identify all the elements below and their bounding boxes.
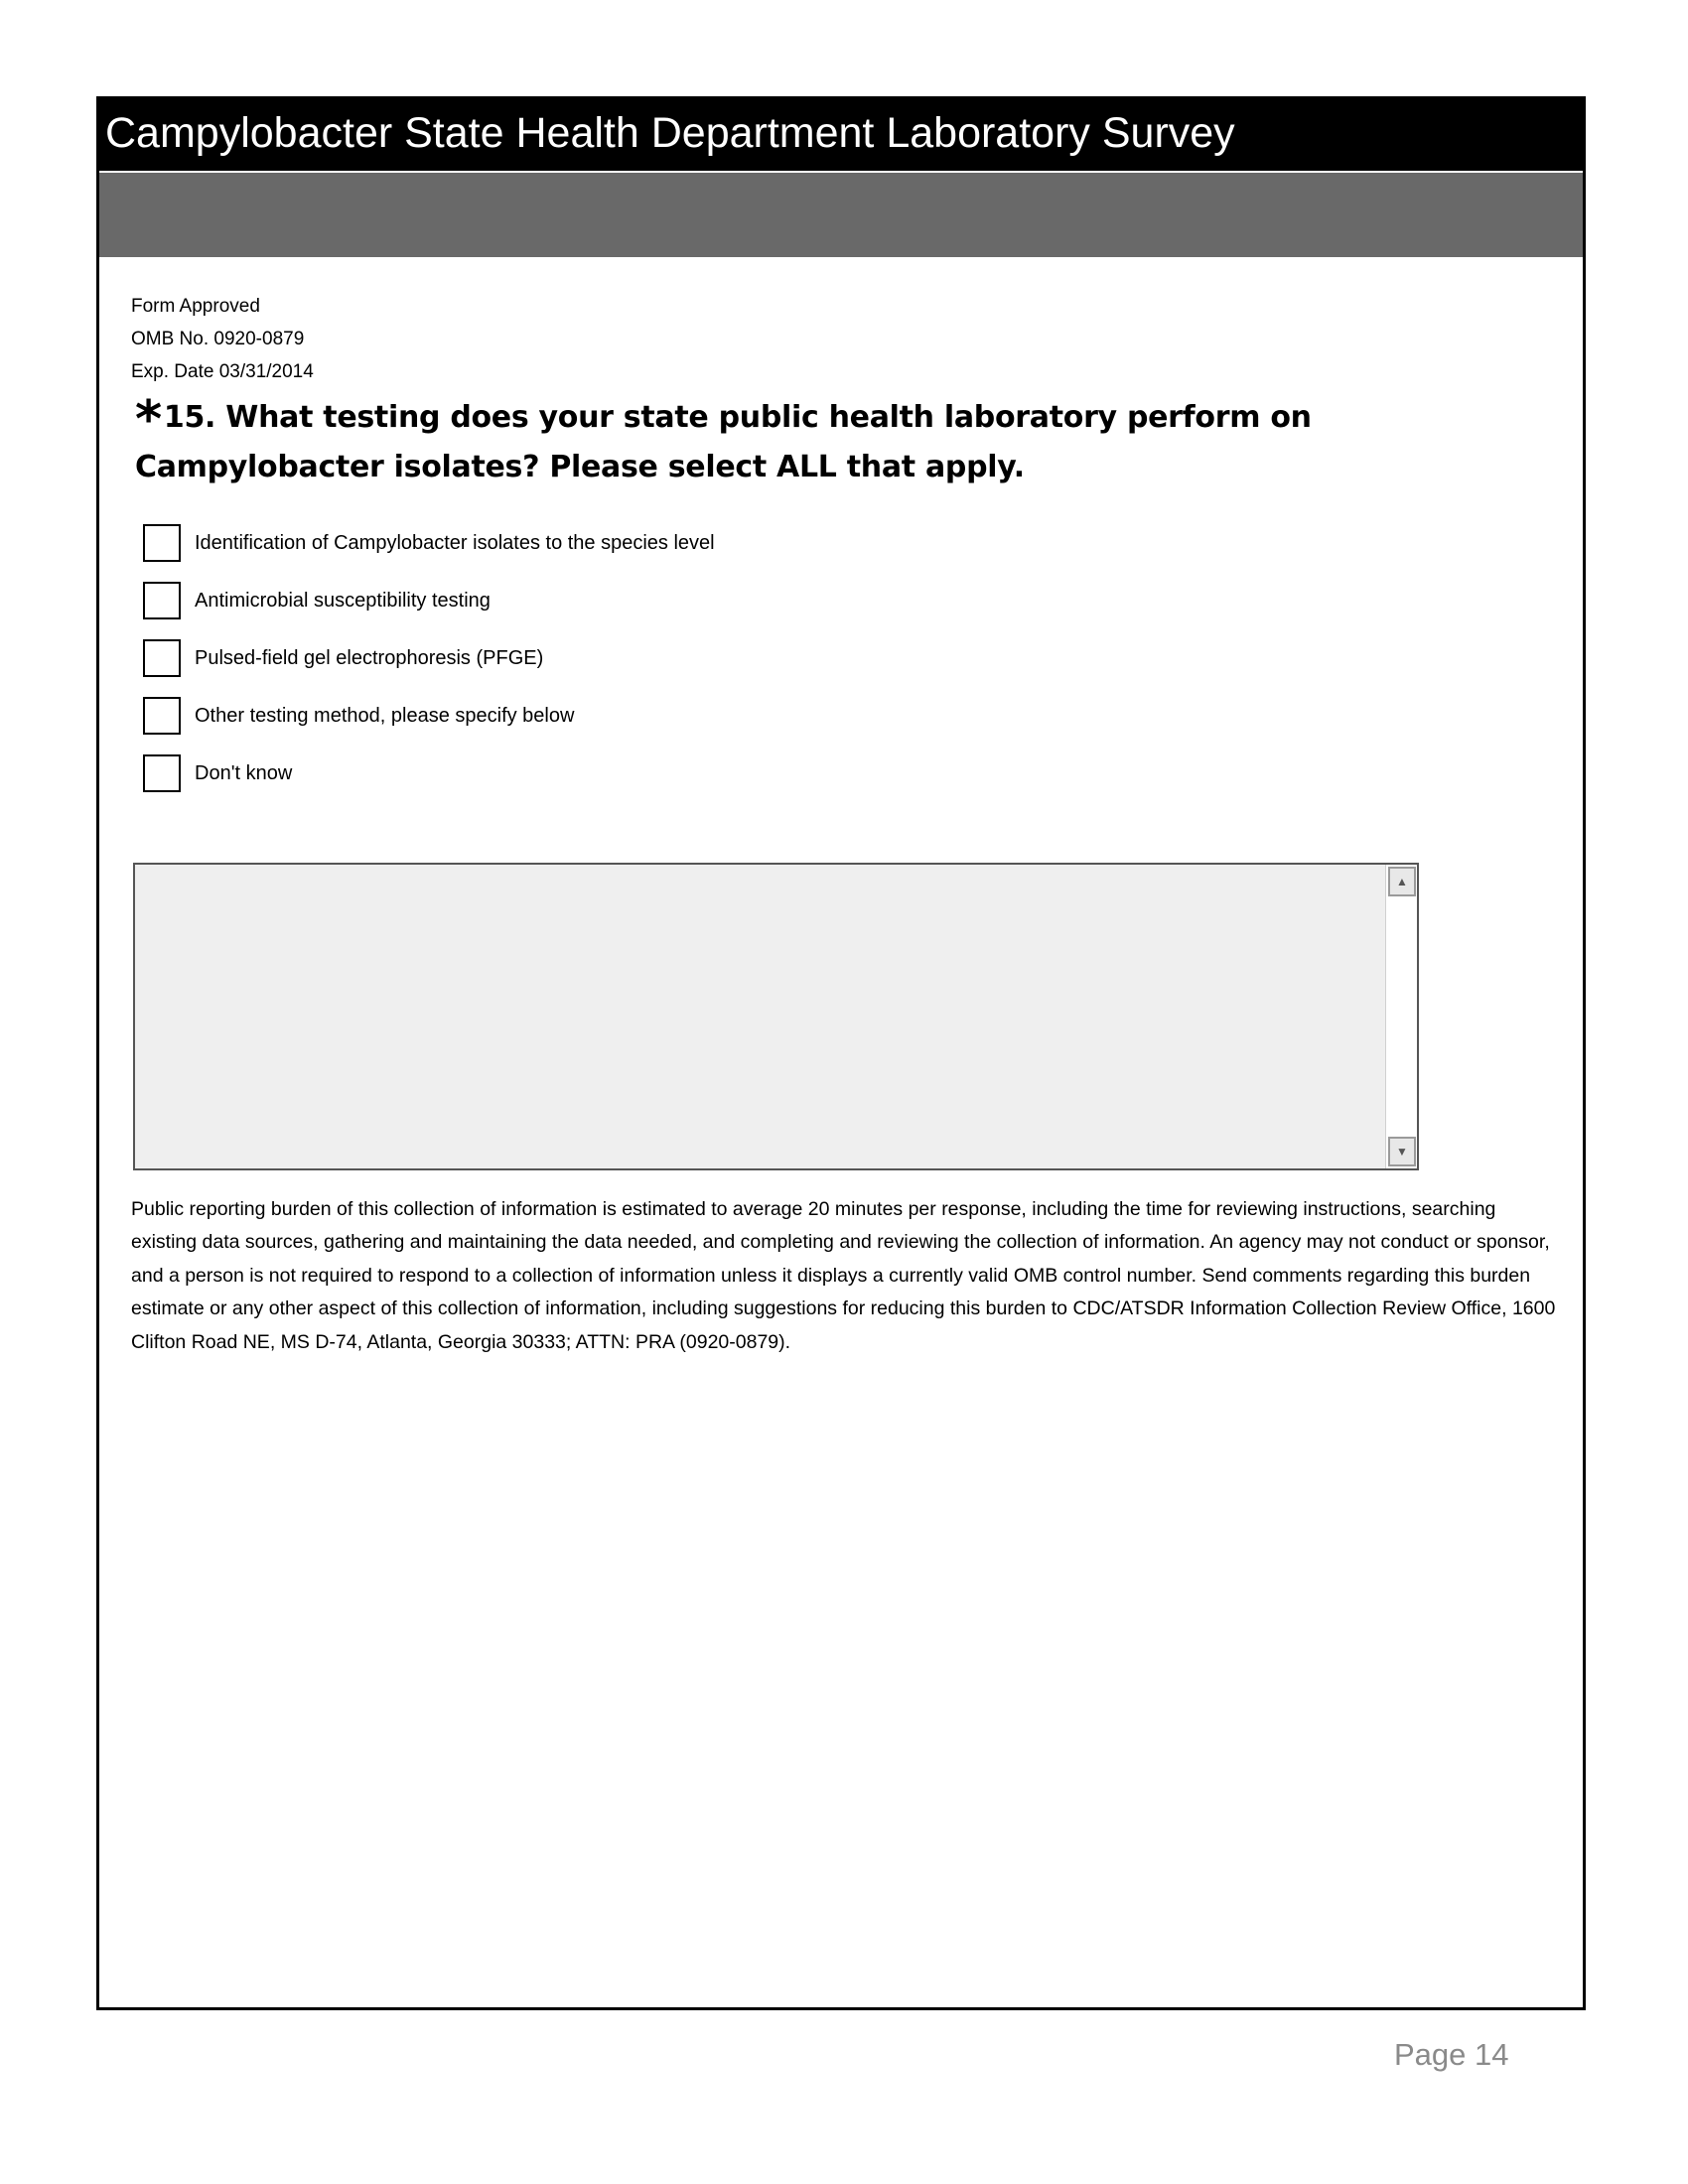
checkbox-pfge[interactable] — [143, 639, 181, 677]
form-approved-text: Form Approved — [131, 296, 260, 317]
option-antimicrobial-susceptibility[interactable] — [143, 580, 715, 621]
textarea-scrollbar[interactable] — [1385, 865, 1417, 1168]
option-pfge[interactable] — [143, 637, 715, 679]
title-bar — [99, 99, 1583, 171]
required-asterisk: * — [135, 390, 162, 450]
option-dont-know[interactable] — [143, 752, 715, 794]
specify-textarea[interactable] — [133, 863, 1419, 1170]
scroll-up-button[interactable] — [1388, 867, 1416, 896]
option-label: Identification of Campylobacter isolates to the species level — [195, 531, 715, 554]
checkbox-species-identification[interactable] — [143, 524, 181, 562]
scroll-down-button[interactable] — [1388, 1137, 1416, 1166]
omb-number-text: OMB No. 0920-0879 — [131, 329, 305, 349]
checkbox-options — [143, 522, 715, 810]
option-label: Pulsed-field gel electrophoresis (PFGE) — [195, 646, 544, 669]
burden-statement: Public reporting burden of this collection of information is estimated to average 20 minutes per response, including the time for reviewing instructions, searching existing data sources, gathering and maintaining the data needed, and completing and reviewing the collection of information. An agency may not conduct or sponsor, and a person is not required to respond to a collection of information unless it displays a currently valid OMB control number. Send comments regarding this burden estimate or any other aspect of this collection of information, including suggestions for reducing this burden to CDC/ATSDR Information Collection Review Office, 1600 Clifton Road NE, MS D-74, Atlanta, Georgia 30333; ATTN: PRA (0920-0879). — [131, 1198, 1556, 1353]
question-heading — [135, 390, 1545, 492]
subheader-bar — [99, 173, 1583, 257]
omb-notice — [131, 290, 314, 388]
triangle-up-icon: ▲ — [1396, 875, 1408, 888]
page-number: Page 14 — [1394, 2037, 1509, 2072]
checkbox-antimicrobial-susceptibility[interactable] — [143, 582, 181, 619]
checkbox-dont-know[interactable] — [143, 754, 181, 792]
expiration-date-text: Exp. Date 03/31/2014 — [131, 361, 314, 382]
survey-title: Campylobacter State Health Department Laboratory Survey — [105, 109, 1235, 157]
question-text: 15. What testing does your state public health laboratory perform on Campylobacter isolates? Please select ALL that apply. — [135, 400, 1312, 484]
option-label: Don't know — [195, 761, 293, 784]
option-species-identification[interactable] — [143, 522, 715, 564]
survey-frame — [96, 96, 1586, 2010]
triangle-down-icon: ▼ — [1396, 1145, 1408, 1159]
checkbox-other-method[interactable] — [143, 697, 181, 735]
option-label: Other testing method, please specify below — [195, 704, 575, 727]
option-other-method[interactable] — [143, 695, 715, 737]
option-label: Antimicrobial susceptibility testing — [195, 589, 491, 612]
